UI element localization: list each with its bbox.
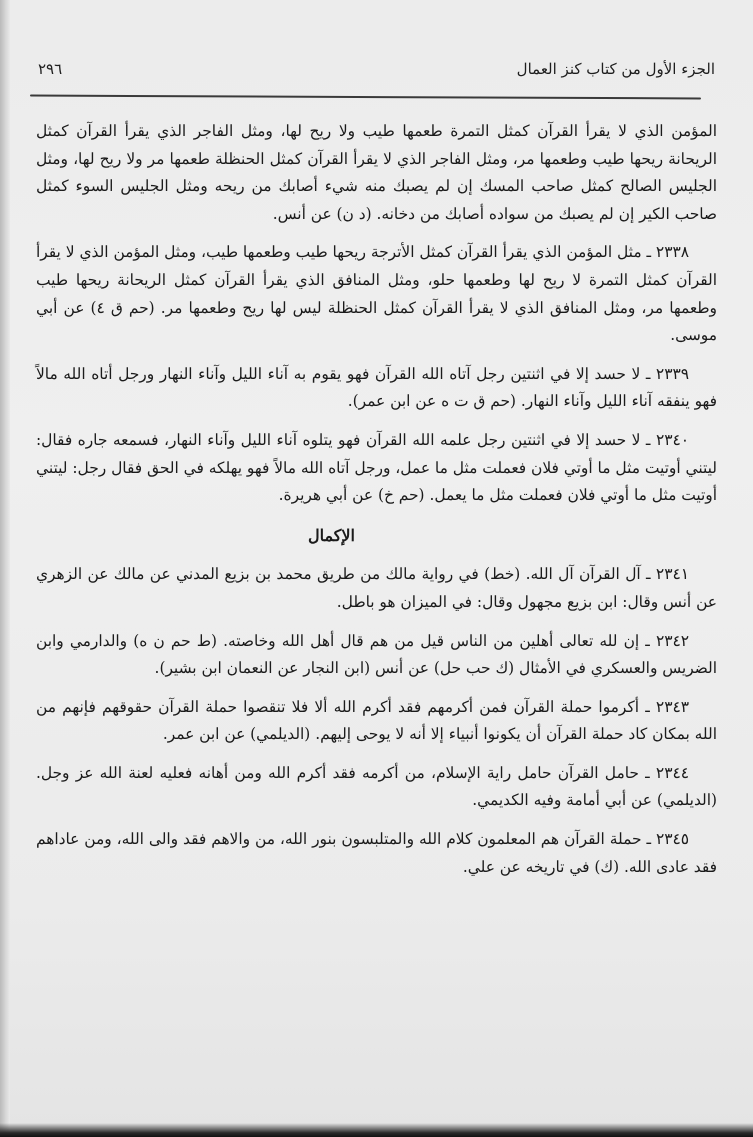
hadith-text: لا حسد إلا في اثنتين رجل آتاه الله القرآن فهو يقوم به آناء الليل وآناء النهار ورجل أتاه الله مالاً فهو ينفقه آناء الليل وآناء النهار. (حم ق ت ه عن ابن عمر). <box>36 364 717 411</box>
hadith-text: مثل المؤمن الذي يقرأ القرآن كمثل الأترجة ريحها طيب وطعمها طيب، ومثل المؤمن الذي لا يقرأ القرآن كمثل التمرة لا ريح لها وطعمها حلو، ومثل المنافق الذي يقرأ القرآن كمثل الريحانة ريحها طيب وطعمها مر، ومثل المنافق الذي لا يقرأ القرآن كمثل الحنظلة ليس لها ريح وطعمها مر. (حم ق ٤) عن أبي موسى. <box>36 243 717 345</box>
hadith-paragraph <box>36 118 717 228</box>
hadith-paragraph <box>36 760 717 815</box>
number-separator: ـ <box>641 830 656 849</box>
hadith-number: ٢٣٣٨ <box>655 243 689 262</box>
book-title: الجزء الأول من كتاب كنز العمال <box>516 60 715 78</box>
hadith-text: المؤمن الذي لا يقرأ القرآن كمثل التمرة طعمها طيب ولا ريح لها، ومثل الفاجر الذي يقرأ القرآن كمثل الريحانة ريحها طيب وطعمها مر، ومثل الفاجر الذي لا يقرأ القرآن كمثل الحنظلة طعمها مر ولا ريح لها، ومثل الجليس الصالح كمثل صاحب المسك إن لم يصبك منه شيء أصابك من ريحه ومثل الجليس السوء كمثل صاحب الكير إن لم يصبك من سواده أصابك من دخانه. (د ن) عن أنس. <box>36 122 717 223</box>
hadith-number: ٢٣٤٤ <box>655 763 689 782</box>
hadith-paragraph <box>36 239 717 349</box>
number-separator: ـ <box>638 763 656 782</box>
hadith-paragraph <box>36 561 717 616</box>
hadith-text: حامل القرآن حامل راية الإسلام، من أكرمه فقد أكرم الله ومن أهانه فعليه لعنة الله عز وجل. (الديلمي) عن أبي أمامة وفيه الكديمي. <box>36 763 717 810</box>
hadith-number: ٢٣٤٠ <box>655 430 690 449</box>
section-heading: الإكمال <box>308 525 355 545</box>
hadith-paragraph <box>36 361 717 416</box>
hadith-number: ٢٣٤١ <box>655 565 689 584</box>
hadith-number: ٢٣٤٣ <box>655 697 689 716</box>
number-separator: ـ <box>639 697 656 716</box>
hadith-paragraph <box>36 427 717 510</box>
number-separator: ـ <box>640 430 656 449</box>
hadith-paragraph <box>36 694 717 749</box>
header-divider <box>30 95 701 100</box>
page-binding-edge <box>0 0 10 1137</box>
running-header <box>38 58 715 88</box>
hadith-text: آل القرآن آل الله. (خط) في رواية مالك من طريق محمد بن بزيع المدني عن مالك عن الزهري عن أنس وقال: ابن بزيع مجهول وقال: في الميزان هو باطل. <box>36 565 717 611</box>
hadith-text: حملة القرآن هم المعلمون كلام الله والمتلبسون بنور الله، من والاهم فقد والى الله، ومن عاداهم فقد عادى الله. (ك) في تاريخه عن علي. <box>36 830 717 876</box>
hadith-text: إن لله تعالى أهلين من الناس قيل من هم قال أهل الله وخاصته. (ط حم ن ه) والدارمي وابن الضريس والعسكري في الأمثال (ك حب حل) عن أنس (ابن النجار عن النعمان ابن بشير). <box>36 631 717 678</box>
page-bottom-shadow <box>0 1123 753 1137</box>
hadith-paragraph <box>36 826 717 881</box>
number-separator: ـ <box>639 631 656 650</box>
hadith-paragraph <box>36 628 717 683</box>
hadith-text: أكرموا حملة القرآن فمن أكرمهم فقد أكرم الله ألا فلا تنقصوا حملة القرآن حقوقهم فإنهم من الله بمكان كاد حملة القرآن أن يكونوا أنبياء إلا أنه لا يوحى إليهم. (الديلمي) عن ابن عمر. <box>36 697 717 744</box>
number-separator: ـ <box>640 364 656 383</box>
hadith-number: ٢٣٤٢ <box>655 631 690 650</box>
hadith-text: لا حسد إلا في اثنتين رجل علمه الله القرآن فهو يتلوه آناء الليل وآناء النهار، فسمعه جاره فقال: ليتني أوتيت مثل ما أوتي فلان فعملت مثل ما عمل، ورجل آتاه الله مالاً فهو يهلكه في الحق فقال رجل: ليتني أوتيت مثل ما أوتي فلان فعملت مثل ما يعمل. (حم خ) عن أبي هريرة. <box>36 430 717 505</box>
hadith-number: ٢٣٣٩ <box>655 364 689 383</box>
number-separator: ـ <box>641 243 656 262</box>
page-body <box>36 118 717 892</box>
page-number: ٢٩٦ <box>38 60 63 78</box>
number-separator: ـ <box>640 565 656 584</box>
hadith-number: ٢٣٤٥ <box>655 830 690 849</box>
